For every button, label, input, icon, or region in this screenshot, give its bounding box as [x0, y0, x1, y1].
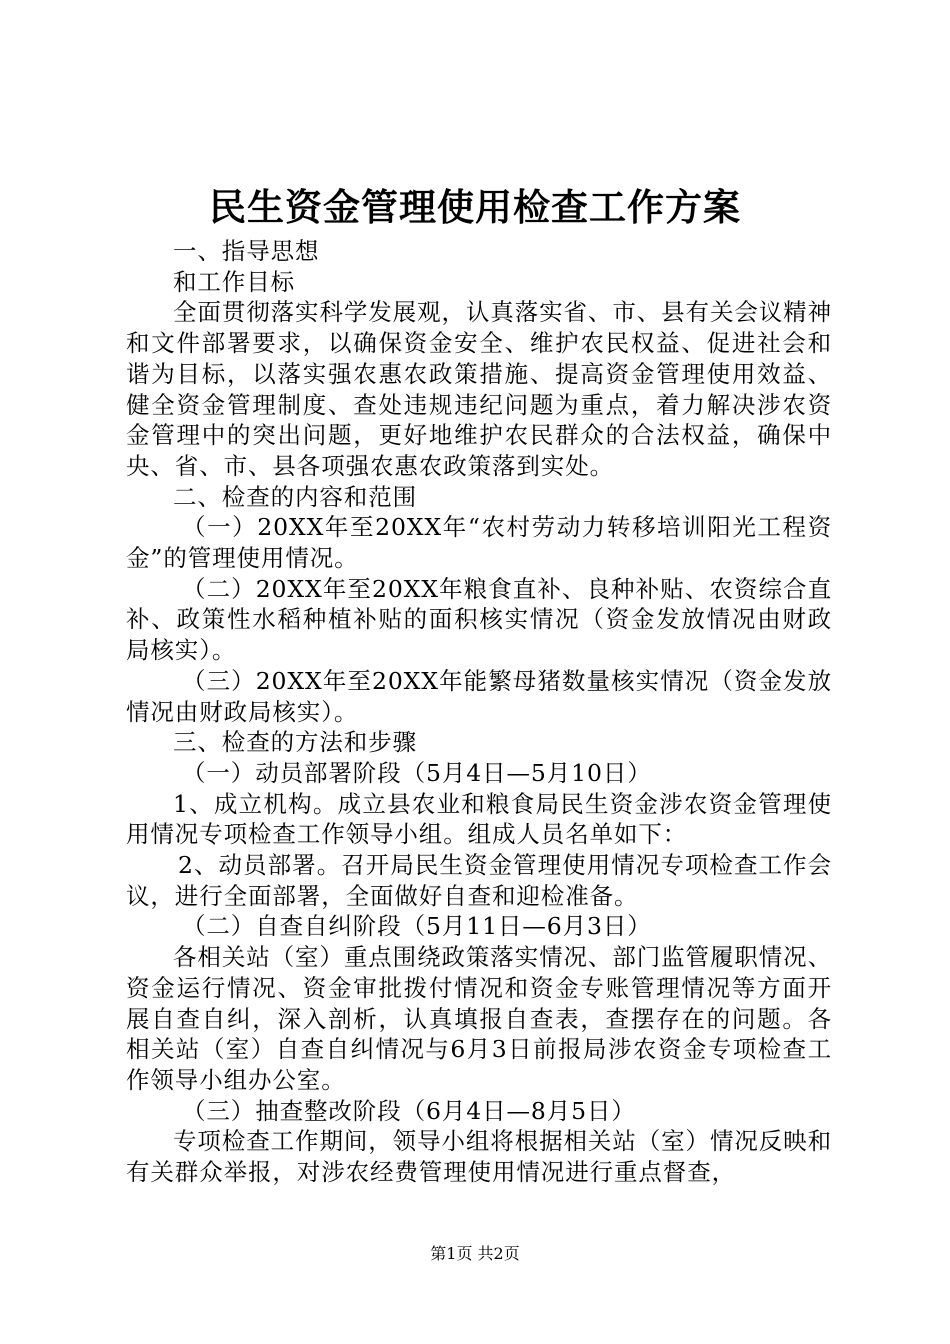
paragraph: （二）20XX年至20XX年粮食直补、良种补贴、农资综合直补、政策性水稻种植补贴的面积核实情况（资金发放情况由财政局核实）。 — [126, 574, 832, 665]
document-title: 民生资金管理使用检查工作方案 — [209, 186, 741, 229]
paragraph: （一）动员部署阶段（5月4日—5月10日） — [182, 758, 652, 787]
paragraph: 全面贯彻落实科学发展观，认真落实省、市、县有关会议精神和文件部署要求，以确保资金安全、维护农民权益、促进社会和谐为目标，以落实强农惠农政策措施、提高资金管理使用效益、健全资金管理制度、查处违规违纪问题为重点，着力解决涉农资金管理中的突出问题，更好地维护农民群众的合法权益，确保中央、省、市、县各项强农惠农政策落到实处。 — [126, 298, 832, 480]
paragraph: 三、检查的方法和步骤 — [173, 728, 417, 757]
paragraph: 和工作目标 — [173, 267, 295, 296]
page-footer: 第1页 共2页 — [430, 1244, 520, 1263]
paragraph: 1、成立机构。成立县农业和粮食局民生资金涉农资金管理使用情况专项检查工作领导小组。组成人员名单如下： — [126, 789, 832, 849]
paragraph: 一、指导思想 — [173, 237, 320, 265]
paragraph: 二、检查的内容和范围 — [173, 482, 417, 511]
paragraph: 专项检查工作期间，领导小组将根据相关站（室）情况反映和有关群众举报，对涉农经费管理使用情况进行重点督查， — [126, 1127, 832, 1187]
paragraph: 2、动员部署。召开局民生资金管理使用情况专项检查工作会议，进行全面部署，全面做好自查和迎检准备。 — [126, 851, 832, 910]
document-body — [126, 236, 832, 1188]
paragraph: （三）20XX年至20XX年能繁母猪数量核实情况（资金发放情况由财政局核实）。 — [126, 666, 832, 726]
paragraph: （一）20XX年至20XX年“农村劳动力转移培训阳光工程资金”的管理使用情况。 — [126, 513, 832, 573]
paragraph: （二）自查自纠阶段（5月11日—6月3日） — [182, 912, 652, 941]
paragraph: （三）抽查整改阶段（6月4日—8月5日） — [182, 1096, 636, 1125]
paragraph: 各相关站（室）重点围绕政策落实情况、部门监管履职情况、资金运行情况、资金审批拨付情况和资金专账管理情况等方面开展自查自纠，深入剖析，认真填报自查表，查摆存在的问题。各相关站（室）自查自纠情况与6月3日前报局涉农资金专项检查工作领导小组办公室。 — [126, 943, 832, 1094]
